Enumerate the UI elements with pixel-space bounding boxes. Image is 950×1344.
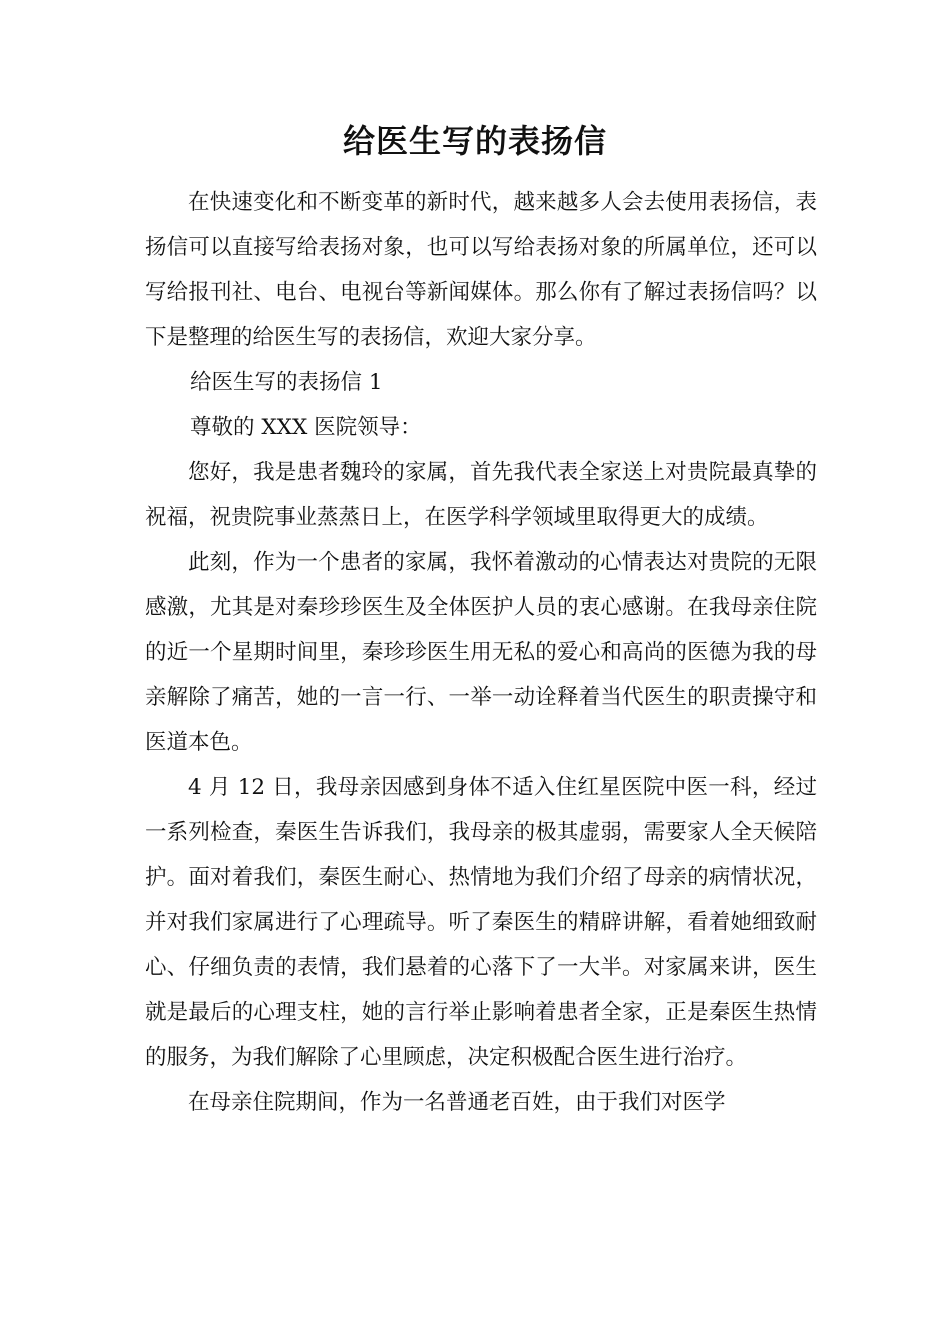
letter-paragraph: 您好，我是患者魏玲的家属，首先我代表全家送上对贵院最真挚的祝福，祝贵院事业蒸蒸日上，在医学科学领域里取得更大的成绩。 <box>145 460 817 530</box>
letter-paragraph: 4 月 12 日，我母亲因感到身体不适入住红星医院中医一科，经过一系列检查，秦医生告诉我们，我母亲的极其虚弱，需要家人全天候陪护。面对着我们，秦医生耐心、热情地为我们介绍了母亲的病情状况，并对我们家属进行了心理疏导。听了秦医生的精辟讲解，看着她细致耐心、仔细负责的表情，我们悬着的心落下了一大半。对家属来讲，医生就是最后的心理支柱，她的言行举止影响着患者全家，正是秦医生热情的服务，为我们解除了心里顾虑，决定积极配合医生进行治疗。 <box>145 775 817 1070</box>
letter-paragraph: 在母亲住院期间，作为一名普通老百姓，由于我们对医学 <box>188 1090 726 1115</box>
letter-heading: 给医生写的表扬信 1 <box>190 370 383 395</box>
document-body <box>145 180 817 1125</box>
letter-paragraph: 此刻，作为一个患者的家属，我怀着激动的心情表达对贵院的无限感激，尤其是对秦珍珍医生及全体医护人员的衷心感谢。在我母亲住院的近一个星期时间里，秦珍珍医生用无私的爱心和高尚的医德为我的母亲解除了痛苦，她的一言一行、一举一动诠释着当代医生的职责操守和医道本色。 <box>145 550 817 755</box>
intro-paragraph: 在快速变化和不断变革的新时代，越来越多人会去使用表扬信，表扬信可以直接写给表扬对象，也可以写给表扬对象的所属单位，还可以写给报刊社、电台、电视台等新闻媒体。那么你有了解过表扬信吗？以下是整理的给医生写的表扬信，欢迎大家分享。 <box>145 190 817 350</box>
letter-salutation: 尊敬的 XXX 医院领导： <box>190 415 422 440</box>
document-title: 给医生写的表扬信 <box>342 122 607 160</box>
